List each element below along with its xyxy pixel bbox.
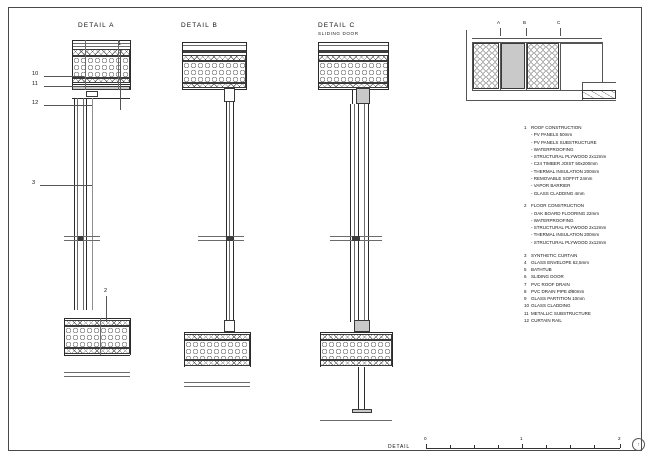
detail-c-door-leaf-edge — [368, 104, 369, 322]
legend-group-roof — [524, 124, 636, 197]
detail-c-floor-top — [320, 332, 392, 333]
detail-b-edge-left — [182, 42, 183, 90]
legend-single-num: 6 — [524, 274, 527, 280]
detail-a-ceiling-line — [72, 98, 130, 99]
legend-group-floor-head — [524, 202, 636, 209]
detail-a-edge-left — [72, 40, 73, 90]
callout-12-leader — [44, 105, 92, 106]
legend-item: - WATERPROOFING — [531, 217, 574, 223]
detail-a-roof-soffit — [72, 78, 130, 83]
legend-item: - WATERPROOFING — [531, 146, 574, 152]
key-plan — [464, 20, 628, 112]
callout-3: 3 — [32, 180, 36, 186]
detail-b-roof-line-1 — [182, 42, 246, 43]
detail-c-glass-line-2 — [354, 104, 355, 322]
callout-3-leader — [40, 185, 92, 186]
legend-item: - THERMAL INSULATION 200mm — [531, 168, 600, 174]
detail-c-ground-line — [320, 420, 392, 421]
keyplan-glass-panel — [501, 43, 525, 89]
callout-11: 11 — [32, 81, 38, 87]
legend-single-label: GLASS CLADDING — [531, 303, 571, 309]
detail-b-head-frame — [224, 88, 235, 102]
detail-c-head-line — [352, 90, 353, 104]
detail-b-node-line-2 — [198, 240, 244, 241]
keyplan-tick-c — [560, 28, 561, 36]
legend-single-label: SYNTHETIC CURTAIN — [531, 252, 578, 258]
detail-b-node-line-1 — [198, 236, 244, 237]
scale-tick-minor-2 — [474, 445, 475, 448]
detail-b-glass-line-3 — [233, 102, 234, 320]
callout-2: 2 — [104, 288, 108, 294]
detail-a-curtain-rail — [86, 91, 98, 97]
detail-c-floor-plywood-bottom — [320, 360, 392, 366]
detail-b-glass-line-2 — [229, 102, 230, 320]
detail-a-ground-line-1 — [64, 372, 130, 373]
legend-group-roof-title: ROOF CONSTRUCTION — [531, 125, 582, 130]
detail-a-glass-outer-2 — [77, 98, 78, 310]
legend-single-num: 5 — [524, 267, 527, 273]
legend-single-label: SLIDING DOOR — [531, 274, 564, 280]
keyplan-deck-line — [561, 43, 602, 44]
scale-tick-minor-6 — [594, 445, 595, 448]
callout-12: 12 — [32, 100, 39, 106]
detail-a-roof-line-1 — [72, 40, 130, 41]
detail-a-floor-insulation — [64, 326, 130, 348]
legend-single-11 — [524, 310, 636, 317]
detail-c-roof-insulation — [318, 61, 388, 83]
callout-1-leader — [120, 50, 121, 110]
detail-c-glass-line-3 — [358, 104, 359, 322]
keyplan-label-b: B — [523, 20, 527, 25]
scale-tick-minor-5 — [570, 445, 571, 448]
detail-b-sill-frame — [224, 320, 235, 332]
legend-singles — [524, 252, 636, 325]
detail-b-floor-insulation — [184, 340, 250, 360]
detail-b-ground-line-2 — [184, 386, 250, 387]
scale-rule — [426, 448, 620, 449]
detail-a-floor-edge-left — [64, 318, 65, 355]
keyplan-border-bottom — [466, 100, 616, 101]
legend-item: - STRUCTURAL PLYWOOD 2x12mm — [531, 154, 607, 160]
detail-b-edge-right — [246, 42, 247, 90]
legend-item: - OAK BOARD FLOORING 22mm — [531, 210, 600, 216]
scale-num-2: 2 — [618, 436, 621, 441]
legend — [524, 124, 636, 324]
legend-group-floor-num: 2 — [524, 203, 527, 209]
detail-c-title: DETAIL C — [318, 22, 356, 29]
detail-a-title: DETAIL A — [78, 22, 115, 29]
legend-single-label: GLASS ENVELOPE 62,5mm — [531, 259, 590, 265]
legend-single-label: CURTAIN RAIL — [531, 318, 562, 324]
detail-c-edge-right — [388, 42, 389, 90]
detail-c-roof-soffit — [318, 83, 388, 88]
legend-item: - GLASS CLADDING 4mm — [531, 190, 585, 196]
legend-single-num: 8 — [524, 288, 527, 294]
legend-single-6 — [524, 273, 636, 280]
detail-c-node-block — [352, 236, 360, 241]
callout-11-leader — [44, 86, 84, 87]
detail-b-node-block — [226, 236, 233, 241]
detail-b-ground-line-1 — [184, 382, 250, 383]
detail-a-edge-right — [130, 40, 131, 90]
detail-c-edge-left — [318, 42, 319, 90]
legend-single-num: 12 — [524, 318, 530, 324]
legend-item: - THERMAL INSULATION 200mm — [531, 232, 600, 238]
detail-a-roof-plywood — [72, 49, 130, 56]
scale-tick-0 — [426, 444, 427, 448]
scale-label: DETAIL — [388, 444, 410, 450]
legend-single-num: 11 — [524, 310, 529, 316]
legend-single-3 — [524, 252, 636, 259]
keyplan-label-c: C — [557, 20, 561, 25]
callout-10: 10 — [32, 71, 39, 77]
legend-single-label: PVC DRAIN PIPE Ø80mm — [531, 288, 585, 294]
detail-c-roof-line-2 — [318, 45, 388, 46]
legend-single-10 — [524, 302, 636, 309]
legend-group-roof-num: 1 — [524, 125, 527, 130]
keyplan-ground — [582, 90, 616, 99]
legend-single-9 — [524, 295, 636, 302]
detail-b-floor-plywood-bottom — [184, 360, 250, 366]
detail-a-floor-bottom — [64, 355, 130, 356]
legend-group-roof-head — [524, 124, 636, 131]
detail-c-footing — [352, 409, 372, 413]
detail-a-inner-line-2 — [118, 40, 122, 90]
scale-tick-1 — [522, 444, 523, 448]
legend-item: - PV PANELS 50mm — [531, 132, 573, 138]
detail-b-roof-soffit — [182, 83, 246, 88]
keyplan-roof-top — [472, 38, 602, 39]
detail-c-door-sill-track — [354, 320, 370, 332]
detail-b-floor-top — [184, 332, 250, 333]
detail-a-floor-plywood-bottom — [64, 348, 130, 354]
legend-single-label: BATHTUB — [531, 267, 552, 273]
scale-tick-minor-3 — [498, 445, 499, 448]
keyplan-label-a: A — [497, 20, 501, 25]
scale-num-0: 0 — [424, 436, 427, 441]
legend-single-num: 10 — [524, 303, 530, 309]
legend-single-label: METALLIC SUBSTRUCTURE — [531, 310, 591, 316]
detail-b-ceiling-line — [182, 89, 246, 90]
legend-group-floor — [524, 202, 636, 246]
detail-a-ground-line-2 — [64, 376, 130, 377]
detail-b-roof-insulation — [182, 61, 246, 83]
legend-single-num: 4 — [524, 259, 527, 265]
callout-2-leader — [106, 296, 107, 322]
keyplan-section-c — [560, 42, 561, 90]
keyplan-panel-1 — [473, 43, 499, 89]
detail-b-title: DETAIL B — [181, 22, 218, 29]
keyplan-terrace-line — [582, 82, 616, 83]
detail-c-roof-line-1 — [318, 42, 388, 43]
detail-c-ceiling-line — [318, 89, 388, 90]
legend-item: - C24 TIMBER JOIST 50x200mm — [531, 161, 598, 167]
detail-a-glass-inner-2 — [86, 98, 87, 310]
detail-c-glass-line-1 — [350, 104, 351, 322]
detail-c-door-head-track — [356, 88, 370, 104]
detail-a-glass-outer-1 — [74, 98, 75, 310]
legend-group-floor-title: FLOOR CONSTRUCTION — [531, 203, 585, 209]
detail-a-floor-top — [64, 318, 130, 319]
north-arrow — [632, 438, 645, 451]
legend-item: - REMOVABLE SOFFIT 24mm — [531, 175, 593, 181]
detail-a-roof-line-3 — [72, 46, 130, 47]
detail-c-roof-band — [318, 50, 388, 53]
detail-a-floor-edge-right — [130, 318, 131, 355]
detail-b-roof-line-2 — [182, 45, 246, 46]
scale-tick-minor-1 — [450, 445, 451, 448]
callout-1: 1 — [118, 41, 122, 47]
detail-a-node-block — [78, 236, 83, 241]
keyplan-wall-right — [602, 42, 603, 82]
keyplan-panel-2 — [527, 43, 559, 89]
keyplan-border-left — [466, 30, 467, 100]
detail-a-inner-line-1 — [85, 40, 86, 90]
keyplan-tick-a — [500, 28, 501, 36]
legend-item: - STRUCTURAL PLYWOOD 2x12mm — [531, 239, 607, 245]
detail-b-floor-edge-right — [250, 332, 251, 367]
scale-num-1: 1 — [520, 436, 523, 441]
legend-single-num: 3 — [524, 252, 527, 258]
legend-single-label: GLASS PARTITION 10mm — [531, 296, 585, 302]
detail-b-roof-band — [182, 50, 246, 53]
detail-c-drain-pipe-left — [358, 367, 359, 409]
keyplan-tick-b — [526, 28, 527, 36]
detail-c-subtitle: SLIDING DOOR — [318, 31, 359, 36]
legend-single-num: 7 — [524, 281, 527, 287]
legend-item: - STRUCTURAL PLYWOOD 2x12mm — [531, 225, 607, 231]
scale-tick-minor-4 — [546, 445, 547, 448]
detail-b-glass-line-1 — [226, 102, 227, 320]
detail-a-glass-inner-1 — [83, 98, 84, 310]
callout-10-leader — [44, 76, 84, 77]
legend-single-8 — [524, 288, 636, 295]
legend-item: - VAPOR BARRIER — [531, 183, 571, 189]
detail-a-curtain-line — [92, 98, 93, 310]
legend-single-label: PVC ROOF DRAIN — [531, 281, 570, 287]
detail-a-roof-line-2 — [72, 43, 130, 44]
detail-b-floor-edge-left — [184, 332, 185, 367]
legend-single-7 — [524, 281, 636, 288]
detail-c-floor-insulation — [320, 340, 392, 360]
legend-single-12 — [524, 317, 636, 324]
detail-a-roof-insulation — [72, 56, 130, 78]
legend-single-5 — [524, 266, 636, 273]
legend-single-4 — [524, 259, 636, 266]
detail-c-floor-edge-right — [392, 332, 393, 367]
detail-a-floor-inner-line — [100, 318, 101, 355]
keyplan-floor — [472, 90, 582, 91]
detail-c-drain-pipe-right — [364, 367, 365, 409]
north-arrow-glyph: ↑ — [637, 442, 640, 448]
detail-c-floor-edge-left — [320, 332, 321, 367]
scale-tick-2 — [620, 444, 621, 448]
legend-single-num: 9 — [524, 296, 527, 302]
legend-item: - PV PANELS SUBSTRUCTURE — [531, 139, 597, 145]
detail-a-roof-vapor-barrier — [72, 84, 130, 85]
detail-c-door-leaf-line — [364, 104, 365, 322]
